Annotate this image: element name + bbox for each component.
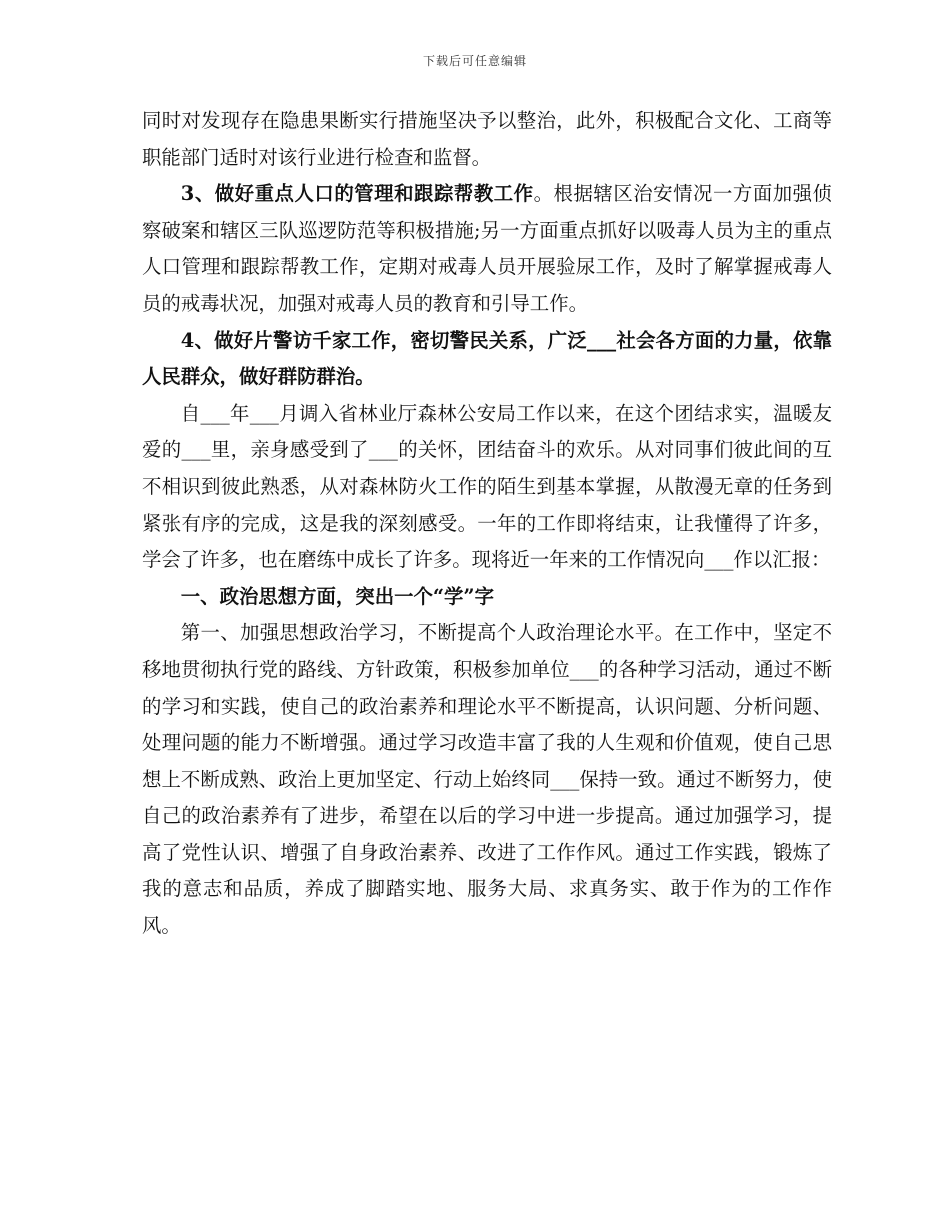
section-heading-text: 一、政治思想方面，突出一个“学”字 bbox=[180, 584, 494, 608]
paragraph-1 bbox=[142, 103, 832, 176]
paragraph-2-text: 。根据辖区治安情况一方面加强侦察破案和辖区三队巡逻防范等积极措施;另一方面重点抓好以吸毒人员为主的重点人口管理和跟踪帮教工作，定期对戒毒人员开展验尿工作，及时了解掌握戒毒人员的戒毒状况，加强对戒毒人员的教育和引导工作。 bbox=[142, 182, 832, 315]
paragraph-4-text: 自___年___月调入省林业厅森林公安局工作以来，在这个团结求实，温暖友爱的___里，亲身感受到了___的关怀，团结奋斗的欢乐。从对同事们彼此间的互不相识到彼此熟悉，从对森林防火工作的陌生到基本掌握，从散漫无章的任务到紧张有序的完成，这是我的深刻感受。一年的工作即将结束，让我懂得了许多，学会了许多，也在磨练中成长了许多。现将近一年来的工作情况向___作以汇报： bbox=[142, 401, 832, 572]
document-body bbox=[142, 103, 832, 945]
paragraph-3 bbox=[142, 323, 832, 396]
page-header-note: 下载后可任意编辑 bbox=[422, 54, 527, 68]
section-heading-politics bbox=[142, 579, 832, 616]
paragraph-1-text: 同时对发现存在隐患果断实行措施坚决予以整治，此外，积极配合文化、工商等职能部门适时对该行业进行检查和监督。 bbox=[142, 109, 832, 169]
paragraph-4 bbox=[142, 396, 832, 579]
paragraph-3-heading: 4、做好片警访千家工作，密切警民关系，广泛___社会各方面的力量，依靠人民群众，做好群防群治。 bbox=[142, 328, 832, 389]
paragraph-2-heading: 3、做好重点人口的管理和跟踪帮教工作 bbox=[180, 182, 534, 206]
paragraph-2 bbox=[142, 176, 832, 322]
paragraph-6 bbox=[142, 615, 832, 944]
paragraph-6-text: 第一、加强思想政治学习，不断提高个人政治理论水平。在工作中，坚定不移地贯彻执行党的路线、方针政策，积极参加单位___的各种学习活动，通过不断的学习和实践，使自己的政治素养和理论水平不断提高，认识问题、分析问题、处理问题的能力不断增强。通过学习改造丰富了我的人生观和价值观，使自己思想上不断成熟、政治上更加坚定、行动上始终同___保持一致。通过不断努力，使自己的政治素养有了进步，希望在以后的学习中进一步提高。通过加强学习，提高了党性认识、增强了自身政治素养、改进了工作作风。通过工作实践，锻炼了我的意志和品质，养成了脚踏实地、服务大局、求真务实、敢于作为的工作作风。 bbox=[142, 621, 832, 938]
